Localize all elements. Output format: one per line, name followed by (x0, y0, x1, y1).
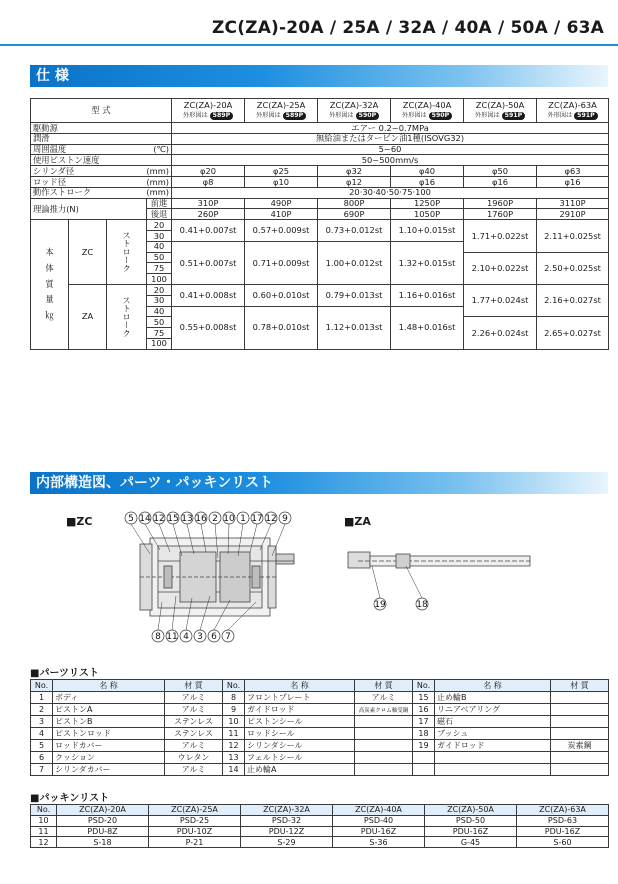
callout-number: 7 (225, 632, 231, 642)
table-cell: 1.48+0.016st (391, 306, 464, 349)
table-cell: 100 (147, 274, 172, 285)
table-cell: ピストンA (53, 704, 165, 716)
callout-number: 19 (374, 600, 386, 610)
table-cell: φ12 (318, 176, 391, 187)
table-cell: 6 (31, 752, 53, 764)
table-row (31, 692, 609, 704)
table-cell: 50 (147, 317, 172, 328)
table-cell: 50 (147, 252, 172, 263)
table-cell: 無給油またはタービン油1種(ISOVG32) (172, 133, 609, 144)
table-cell: 2.10+0.022st (464, 252, 537, 284)
table-cell (551, 752, 609, 764)
spec-model-cell: ZC(ZA)-20A 外形図は 589P (172, 99, 245, 123)
table-cell: 100 (147, 338, 172, 349)
table-cell: 800P (318, 198, 391, 209)
table-cell: φ16 (464, 176, 537, 187)
table-cell: シリンダカバー (53, 764, 165, 776)
table-cell: 75 (147, 328, 172, 339)
table-cell: 2910P (537, 209, 609, 220)
table-row (31, 728, 609, 740)
table-cell: 駆動源 (31, 123, 172, 134)
table-cell: 7 (31, 764, 53, 776)
table-cell: 50~500mm/s (172, 155, 609, 166)
table-row (31, 740, 609, 752)
table-cell: ロッド径 (mm) (31, 176, 172, 187)
table-cell: ピストンB (53, 716, 165, 728)
table-cell: φ16 (537, 176, 609, 187)
table-cell: 0.78+0.010st (245, 306, 318, 349)
table-cell: φ25 (245, 166, 318, 177)
table-cell: No. (31, 680, 53, 692)
za-callouts (374, 598, 428, 610)
table-cell: No. (31, 805, 57, 816)
table-cell: 0.79+0.013st (318, 284, 391, 306)
table-cell: 0.60+0.010st (245, 284, 318, 306)
table-cell: 0.51+0.007st (172, 241, 245, 284)
table-cell: アルミ (165, 740, 223, 752)
table-cell: 材 質 (551, 680, 609, 692)
table-cell: 410P (245, 209, 318, 220)
table-cell: ロッドシール (245, 728, 355, 740)
mass-label: 本 体 質 量 ㎏ (31, 220, 69, 350)
table-cell: No. (223, 680, 245, 692)
table-cell: 潤滑 (31, 133, 172, 144)
table-cell: 40 (147, 306, 172, 317)
table-cell: 1.10+0.015st (391, 220, 464, 242)
table-cell (355, 752, 413, 764)
table-cell: 後退 (147, 209, 172, 220)
spec-row-bore (31, 166, 609, 177)
table-cell: 1760P (464, 209, 537, 220)
table-cell: 3110P (537, 198, 609, 209)
table-cell: ピストンロッド (53, 728, 165, 740)
table-cell: 2.16+0.027st (537, 284, 609, 316)
table-cell: 12 (31, 837, 57, 848)
callout-number: 12 (265, 514, 277, 524)
table-cell: 前進 (147, 198, 172, 209)
table-cell: PSD-25 (149, 815, 241, 826)
table-cell: 12 (223, 740, 245, 752)
table-cell: 15 (413, 692, 435, 704)
table-cell: 11 (31, 826, 57, 837)
table-cell: φ10 (245, 176, 318, 187)
zc-top-callouts (125, 512, 291, 524)
table-cell: 20 (147, 220, 172, 231)
table-cell: 高炭素クロム軸受鋼 (355, 704, 413, 716)
table-cell: PSD-20 (57, 815, 149, 826)
table-cell (551, 716, 609, 728)
table-cell: 14 (223, 764, 245, 776)
table-cell: PSD-40 (333, 815, 425, 826)
table-cell: 0.71+0.009st (245, 241, 318, 284)
table-cell: PDU-12Z (241, 826, 333, 837)
table-cell: 17 (413, 716, 435, 728)
table-cell: フロントプレート (245, 692, 355, 704)
table-row (31, 704, 609, 716)
table-row (31, 716, 609, 728)
table-cell: PDU-10Z (149, 826, 241, 837)
table-cell: 690P (318, 209, 391, 220)
table-cell: 5~60 (172, 144, 609, 155)
table-cell: シリンダ径 (mm) (31, 166, 172, 177)
callout-number: 14 (139, 514, 151, 524)
table-cell: 周囲温度 (℃) (31, 144, 172, 155)
table-row (31, 815, 609, 826)
mass-stroke-label: ストローク (107, 220, 147, 285)
table-cell: 炭素鋼 (551, 740, 609, 752)
table-cell: 2.65+0.027st (537, 317, 609, 349)
table-cell: PDU-16Z (333, 826, 425, 837)
table-cell: ロッドカバー (53, 740, 165, 752)
callout-number: 3 (197, 632, 203, 642)
spec-model-cell: ZC(ZA)-40A 外形図は 590P (391, 99, 464, 123)
callout-number: 12 (153, 514, 165, 524)
table-cell: 19 (413, 740, 435, 752)
table-cell: 18 (413, 728, 435, 740)
table-cell: 1.00+0.012st (318, 241, 391, 284)
table-cell: φ20 (172, 166, 245, 177)
table-cell: 11 (223, 728, 245, 740)
table-cell: ZC(ZA)-32A (241, 805, 333, 816)
section-band-structure: 内部構造図、パーツ・パッキンリスト (30, 472, 608, 494)
cylinder-structure-diagram (110, 506, 540, 652)
table-cell: G-45 (425, 837, 517, 848)
table-cell: リニアベアリング (435, 704, 551, 716)
callout-number: 18 (416, 600, 428, 610)
table-cell: アルミ (165, 764, 223, 776)
table-cell: 1.32+0.015st (391, 241, 464, 284)
page-title: ZC(ZA)-20A / 25A / 32A / 40A / 50A / 63A (212, 18, 604, 38)
table-cell: 使用ピストン速度 (31, 155, 172, 166)
spec-model-label: 型 式 (31, 99, 172, 123)
parts-list-title: ■パーツリスト (30, 668, 99, 679)
table-cell: ステンレス (165, 716, 223, 728)
table-cell (413, 764, 435, 776)
table-cell: 260P (172, 209, 245, 220)
table-cell: 1 (31, 692, 53, 704)
table-cell: 動作ストローク (mm) (31, 187, 172, 198)
callout-number: 10 (223, 514, 235, 524)
table-cell: 名 称 (435, 680, 551, 692)
spec-row-temp (31, 144, 609, 155)
mass-row (31, 220, 609, 231)
table-cell: φ32 (318, 166, 391, 177)
table-cell: 310P (172, 198, 245, 209)
table-cell: アルミ (165, 704, 223, 716)
table-cell: 0.55+0.008st (172, 306, 245, 349)
spec-row-stroke (31, 187, 609, 198)
table-cell (435, 764, 551, 776)
zc-cylinder-drawing (140, 538, 294, 616)
callout-number: 16 (195, 514, 207, 524)
spec-model-cell: ZC(ZA)-63A 外形図は 591P (537, 99, 609, 123)
diagram-zc-label: ■ZC (66, 515, 93, 528)
table-cell (355, 728, 413, 740)
table-cell: 1250P (391, 198, 464, 209)
table-cell: φ8 (172, 176, 245, 187)
callout-number: 11 (166, 632, 178, 642)
table-cell: ZC(ZA)-50A (425, 805, 517, 816)
mass-zc-label: ZC (69, 220, 107, 285)
table-cell: 0.41+0.008st (172, 284, 245, 306)
table-cell: ガイドロッド (435, 740, 551, 752)
table-cell (355, 764, 413, 776)
table-cell (551, 692, 609, 704)
table-row (31, 826, 609, 837)
page-ref-badge[interactable]: 591P (502, 112, 525, 120)
packing-list-title: ■パッキンリスト (30, 793, 110, 804)
table-cell: 1.16+0.016st (391, 284, 464, 306)
table-cell (551, 704, 609, 716)
table-cell: 30 (147, 295, 172, 306)
table-row (31, 764, 609, 776)
table-cell: 2 (31, 704, 53, 716)
table-cell: フェルトシール (245, 752, 355, 764)
table-cell: 材 質 (355, 680, 413, 692)
table-cell: 理論推力(N) (31, 198, 147, 220)
callout-number: 13 (181, 514, 193, 524)
table-cell: S-60 (517, 837, 609, 848)
callout-number: 15 (167, 514, 179, 524)
table-cell: 2.26+0.024st (464, 317, 537, 349)
table-cell: No. (413, 680, 435, 692)
table-cell: ZC(ZA)-20A (57, 805, 149, 816)
table-cell: 8 (223, 692, 245, 704)
table-cell: ボディ (53, 692, 165, 704)
table-cell: エアー 0.2~0.7MPa (172, 123, 609, 134)
table-cell: ステンレス (165, 728, 223, 740)
table-cell: 9 (223, 704, 245, 716)
table-cell (413, 752, 435, 764)
table-cell: 16 (413, 704, 435, 716)
table-cell: φ50 (464, 166, 537, 177)
spec-row-lube (31, 133, 609, 144)
table-cell: ウレタン (165, 752, 223, 764)
table-cell: PSD-63 (517, 815, 609, 826)
table-cell: 1.71+0.022st (464, 220, 537, 252)
table-cell: 2.11+0.025st (537, 220, 609, 252)
table-cell: 止め輪B (435, 692, 551, 704)
table-cell (551, 764, 609, 776)
table-cell: 30 (147, 230, 172, 241)
table-cell: ZC(ZA)-25A (149, 805, 241, 816)
table-cell: 材 質 (165, 680, 223, 692)
table-row (31, 837, 609, 848)
table-cell: PSD-50 (425, 815, 517, 826)
table-cell: シリンダシール (245, 740, 355, 752)
page-ref-badge[interactable]: 589P (210, 112, 233, 120)
za-leader-lines (372, 566, 422, 598)
table-cell: ガイドロッド (245, 704, 355, 716)
table-cell: P-21 (149, 837, 241, 848)
callout-number: 9 (282, 514, 288, 524)
table-cell: ピストンシール (245, 716, 355, 728)
table-cell: 20·30·40·50·75·100 (172, 187, 609, 198)
callout-number: 8 (155, 632, 161, 642)
spec-model-cell: ZC(ZA)-25A 外形図は 589P (245, 99, 318, 123)
mass-stroke-label: ストローク (107, 284, 147, 349)
table-cell: 1050P (391, 209, 464, 220)
spec-table (30, 98, 609, 350)
page-ref-badge[interactable]: 589P (283, 112, 306, 120)
section-band-spec: 仕 様 (30, 65, 608, 87)
table-cell: ZC(ZA)-63A (517, 805, 609, 816)
table-cell: 4 (31, 728, 53, 740)
table-cell: 490P (245, 198, 318, 209)
page-ref-badge[interactable]: 591P (574, 112, 597, 120)
table-cell: 1.12+0.013st (318, 306, 391, 349)
spec-row-speed (31, 155, 609, 166)
page-ref-badge[interactable]: 590P (429, 112, 452, 120)
table-cell: 2.50+0.025st (537, 252, 609, 284)
table-cell: 20 (147, 284, 172, 295)
table-cell: PSD-32 (241, 815, 333, 826)
spec-row-fluid (31, 123, 609, 134)
table-cell: アルミ (165, 692, 223, 704)
table-cell: 0.57+0.009st (245, 220, 318, 242)
table-cell: 名 称 (53, 680, 165, 692)
table-cell: 名 称 (245, 680, 355, 692)
table-cell: PDU-16Z (517, 826, 609, 837)
table-cell: 3 (31, 716, 53, 728)
callout-number: 5 (128, 514, 134, 524)
za-guide-rod-drawing (348, 552, 530, 568)
table-cell: アルミ (355, 692, 413, 704)
table-cell: 10 (223, 716, 245, 728)
table-cell: PDU-16Z (425, 826, 517, 837)
table-cell: 75 (147, 263, 172, 274)
mass-row (31, 284, 609, 295)
table-cell: 止め輪A (245, 764, 355, 776)
table-cell (355, 716, 413, 728)
callout-number: 1 (240, 514, 246, 524)
table-cell: 1.77+0.024st (464, 284, 537, 316)
spec-model-cell: ZC(ZA)-50A 外形図は 591P (464, 99, 537, 123)
table-cell: クッション (53, 752, 165, 764)
spec-row-rod (31, 176, 609, 187)
page-ref-badge[interactable]: 590P (356, 112, 379, 120)
table-cell: S-18 (57, 837, 149, 848)
table-cell: 0.73+0.012st (318, 220, 391, 242)
packing-list-table (30, 804, 609, 848)
table-cell: 10 (31, 815, 57, 826)
table-cell: 5 (31, 740, 53, 752)
title-rule (0, 44, 618, 46)
callout-number: 2 (212, 514, 218, 524)
table-cell: φ40 (391, 166, 464, 177)
table-cell: S-29 (241, 837, 333, 848)
table-cell: S-36 (333, 837, 425, 848)
table-cell: PDU-8Z (57, 826, 149, 837)
callout-number: 17 (251, 514, 263, 524)
diagram-za-label: ■ZA (344, 515, 371, 528)
table-cell: 40 (147, 241, 172, 252)
parts-list-table (30, 679, 609, 776)
table-cell: φ63 (537, 166, 609, 177)
table-cell: 磁石 (435, 716, 551, 728)
table-cell: 13 (223, 752, 245, 764)
spec-model-cell: ZC(ZA)-32A 外形図は 590P (318, 99, 391, 123)
table-cell (435, 752, 551, 764)
spec-row-thrust-forward (31, 198, 609, 209)
mass-za-label: ZA (69, 284, 107, 349)
table-cell: ZC(ZA)-40A (333, 805, 425, 816)
callout-number: 4 (183, 632, 189, 642)
table-row (31, 752, 609, 764)
callout-number: 6 (211, 632, 217, 642)
table-cell (355, 740, 413, 752)
table-cell: φ16 (391, 176, 464, 187)
zc-bottom-callouts (152, 630, 234, 642)
table-cell: ブッシュ (435, 728, 551, 740)
table-cell: 1960P (464, 198, 537, 209)
table-cell: 0.41+0.007st (172, 220, 245, 242)
table-cell (551, 728, 609, 740)
